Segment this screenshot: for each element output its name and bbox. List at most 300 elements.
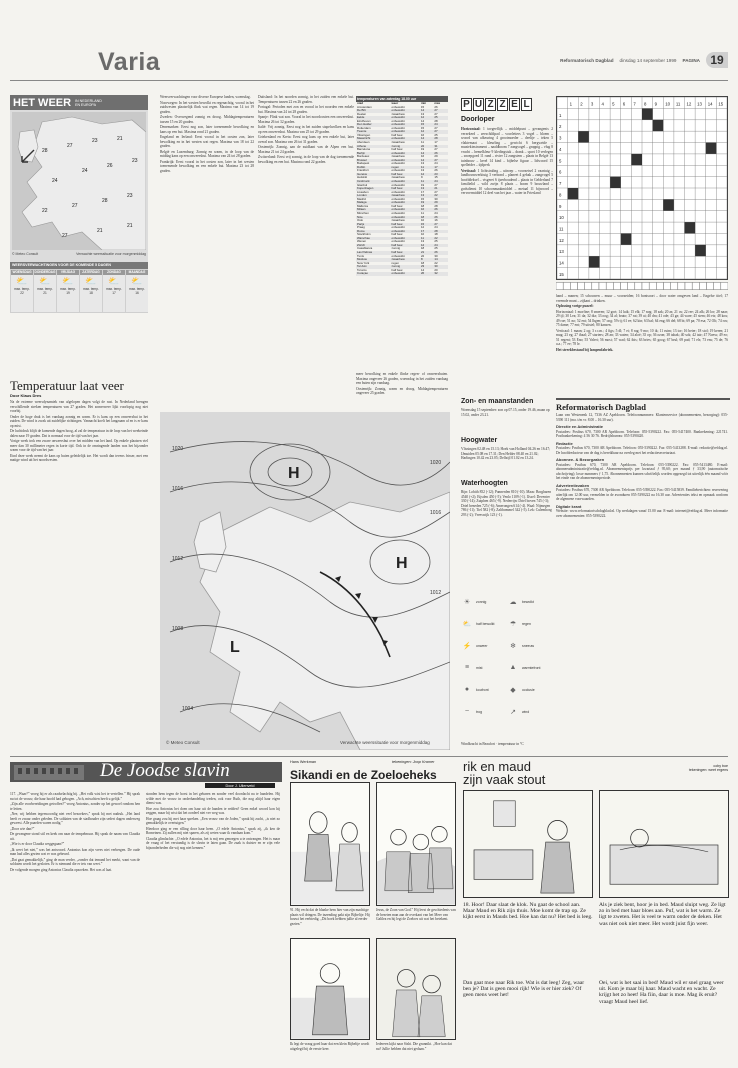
table-cell: 14 <box>420 159 433 163</box>
isobar-label: 1004 <box>182 706 194 712</box>
table-cell: 12 <box>420 130 433 134</box>
map-temperature: 21 <box>117 136 123 142</box>
table-cell: 13 <box>420 161 425 166</box>
legend-label: zonnig <box>476 599 487 604</box>
high-pressure-label: H <box>288 465 300 482</box>
synoptic-land <box>200 492 450 750</box>
grid-column-number: 2 <box>580 101 583 107</box>
table-cell: zwaarbew. <box>391 140 406 145</box>
table-cell: Kopenhagen <box>356 187 391 191</box>
table-cell: 24 <box>434 225 438 230</box>
paragraph: meer bewolking en enkele flinke regen- of onweersbuien. Maxima ongeveer 26 graden, woensdag in het zuiden vandaag een buien zijn vandaag. <box>356 372 448 385</box>
table-cell: 13 <box>420 168 425 173</box>
grid-row-number: 6 <box>558 169 562 175</box>
answer-cell[interactable] <box>707 283 714 290</box>
grid-row-number: 9 <box>558 203 562 209</box>
forecast-day-name: WOENSDAG <box>12 270 32 274</box>
answer-cell[interactable] <box>699 283 706 290</box>
forecast-max-label: max. temp. <box>60 287 76 291</box>
grid-row-number: 1 <box>558 112 562 118</box>
legend-item <box>461 664 482 671</box>
answer-cell[interactable] <box>599 283 606 290</box>
paragraph: De luchtdruk blijft de komende dagen hoog, al zal de temperatuur in de loop van het weekeinde dalen naar 19 graden. Dat is normaal voor de tijd van het jaar. <box>10 429 148 438</box>
answer-cell[interactable] <box>606 283 613 290</box>
table-cell: 12 <box>420 244 433 248</box>
legend-item <box>507 598 534 605</box>
table-cell: 15 <box>420 123 433 127</box>
colophon-paragraph: Postadres: Postbus 670, 7300 AR Apeldoorn. Telefoon: 055-5390222. Fax: 055-5413480. E-mail: abonneeadministratie@refdag.nl. Abonnementsprijs per kwartaal ƒ 95,60; per maand ƒ 33,90 (automatische afschrijving); losse nummers ƒ 1,75. Abonnementen kunnen schriftelijk worden opgezegd tot uiterlijk één maand vóór het einde van de abonnementsperiode. <box>556 462 728 480</box>
weather-title-bar <box>10 95 148 110</box>
table-cell: Parijs <box>356 223 391 227</box>
table-cell: 18 <box>434 232 438 237</box>
table-cell: half bew. <box>391 232 403 237</box>
forecast-day <box>11 270 33 312</box>
header-divider <box>10 80 728 81</box>
hoogwater-text: Vlissingen 02.48 en 15.13; Hoek van Holland 04.26 en 16.47; IJmuiden 05.08 en 17.31; Den Helder 08.40 en 21.02; Harlingen 10.42 en 23.05; Delfzijl 01.02 en 13.24. <box>461 447 551 460</box>
table-cell: zwaarbew. <box>391 111 406 116</box>
paragraph: „Door wie dan?” <box>10 826 35 831</box>
table-cell: Wenen <box>357 239 367 244</box>
table-cell: 18 <box>420 216 433 220</box>
legend-item <box>461 642 487 649</box>
table-cell: onbewolkt <box>391 118 405 123</box>
forecast-max-label: max. temp. <box>129 287 145 291</box>
table-cell: 25 <box>434 246 438 251</box>
table-cell: onbewolkt <box>391 210 405 215</box>
table-cell: 30 <box>434 196 438 201</box>
table-cell: zwaarbew. <box>391 175 406 180</box>
colosseum-icon <box>10 762 90 782</box>
answer-cell[interactable] <box>556 283 563 290</box>
table-cell: onbewolkt <box>391 130 420 134</box>
paragraph: Frankrijk: Eerst vooral in het oosten zon, later in het westen toenemende bewolking en een enkele bui. Maxima 23 tot 28 graden. <box>160 159 254 173</box>
table-cell: onbewolkt <box>391 272 420 276</box>
solution-prize: Het streekbestand bij lampenfabriek. <box>556 347 614 352</box>
grid-row-number: 14 <box>558 260 564 266</box>
paragraph: Engeland en Ierland: Eerst vooral in het oosten zon, later bewolking en in het westen wat regen. Maxima van 18 tot 22 graden. <box>160 135 254 148</box>
legend-symbol-icon: ~ <box>464 708 470 715</box>
colophon-heading: Advertentiezaken <box>556 482 590 488</box>
grid-column-number: 5 <box>612 101 615 107</box>
table-cell: 13 <box>420 111 425 116</box>
rik-author-block <box>680 764 728 772</box>
paragraph: Weersverwachtingen voor diverse Europese landen, woensdag. <box>160 95 251 99</box>
rik-comic-title <box>463 760 545 786</box>
lower-clues: hand – manen; 15 schouwen – muur – voorzeiden; 16 bontsoort – door water omgeven land – Engelse titel; 17 vreemde munt – zijkant – drinken. <box>556 294 728 303</box>
answer-cell[interactable] <box>656 283 663 290</box>
grid-black-cell <box>568 188 579 199</box>
answer-cell[interactable] <box>613 283 620 290</box>
table-cell: onbewolkt <box>391 159 420 163</box>
paragraph: Na de extreme weersdynamiek van afgelopen dagen volgt de rust. In Nederland brengen verschillende streken temperaturen van 27 graden. Het zomerweer lijkt voorlopig nog niet voorbij. <box>10 400 148 413</box>
legend-symbol-icon: ☂ <box>509 620 517 628</box>
table-cell: 24 <box>433 180 448 184</box>
table-cell: onbewolkt <box>391 161 405 166</box>
table-cell: zwaarbew. <box>391 154 406 159</box>
grid-black-cell <box>621 233 632 244</box>
table-cell: 15 <box>420 223 433 227</box>
table-cell: 16 <box>420 154 425 159</box>
colophon-heading: Abonnee- & Bezorgzaken <box>556 457 605 462</box>
table-cell: zwaarbew. <box>391 218 406 223</box>
table-cell: 32 <box>433 272 448 276</box>
comic-caption-2: Jezus, de Zoon van God.” Hij leest de geschiedenis van de bezeten man aan de overkant van het Meer van Galilea en hij legt de Zoeloes uit wat het betekent. <box>376 908 456 921</box>
clues-vertical-head: Verticaal: <box>461 168 477 173</box>
table-cell: 26 <box>433 251 448 255</box>
sun-cloud-icon: ⛅ <box>16 276 28 286</box>
legend-label: regen <box>522 621 531 626</box>
puzzle-logo-letter: Z <box>485 98 496 111</box>
high-pressure-label-2: H <box>396 555 408 572</box>
colophon-paragraph: Website: www.reformatorischdagblad.nl. Op werkdagen vanaf 15.00 uur. E-mail: internet@refdag.nl. Meer informatie over abonnementen: 055-5390222. <box>556 509 728 518</box>
puzzle-logo-letter: U <box>474 99 483 110</box>
map-temperature: 28 <box>42 148 48 154</box>
colophon-heading: Directie en Administratie <box>556 424 603 429</box>
isobar-label: 1012 <box>430 590 442 596</box>
legend-symbol-icon: ◆ <box>510 686 516 694</box>
grid-row-number: 4 <box>558 146 562 152</box>
paper-name: Reformatorisch Dagblad <box>560 57 614 63</box>
paragraph: Hierdoor ging er een rilling door haar heen. „O edele Antonius,” sprak zij, „ik ken de Romeinen. Zij zullen mij niet sparen, als zij weten waar ik vandaan kom.” <box>146 826 280 835</box>
rik-panel-2 <box>599 790 729 898</box>
weather-subtitle <box>75 99 102 107</box>
map-temperature: 27 <box>62 233 68 239</box>
table-cell: 24 <box>434 161 438 166</box>
table-cell: 10 <box>420 218 425 223</box>
forecast-max-label: max. temp. <box>83 287 99 291</box>
table-cell: 26 <box>433 208 448 212</box>
puzzle-logo <box>461 98 532 111</box>
table-cell: 21 <box>433 187 448 191</box>
puzzle-logo-letter: L <box>521 98 532 111</box>
answer-cell[interactable] <box>664 283 671 290</box>
table-cell: 15 <box>420 196 425 201</box>
table-cell: onbewolkt <box>391 152 420 156</box>
answer-cell[interactable] <box>685 283 692 290</box>
table-cell: Zürich <box>356 244 391 248</box>
grid-column-number: 6 <box>622 101 626 107</box>
rik-caption-4: Oei, wat is het saai in bed! Maud wil er snel graag weer uit. Kom je maar bij haar. Maud wacht en wacht. Ze krijgt het zo heet! Ha fiin, daar is moe. Mag ik eruit? vraagt Maud heel lief. <box>599 980 724 1005</box>
grid-black-cell <box>642 108 653 119</box>
colophon-heading: Redactie <box>556 440 573 446</box>
grid-black-cell <box>706 143 717 154</box>
answer-cell[interactable] <box>678 283 685 290</box>
table-cell: 28 <box>433 137 448 141</box>
table-cell: 27 <box>433 109 448 113</box>
table-cell: 29 <box>433 201 448 205</box>
answer-cell[interactable] <box>671 283 678 290</box>
table-cell: 24 <box>433 123 448 127</box>
table-cell: 30 <box>434 253 438 258</box>
weather-legend <box>461 598 553 748</box>
grid-row-number: 11 <box>558 226 564 232</box>
table-cell: Barcelona <box>357 147 371 152</box>
paragraph: België en Luxemburg: Zonnig en warm, in de loop van de middag kans op een onweersbui. Maxima van 24 tot 28 graden. <box>160 149 254 158</box>
table-cell: Vlissingen <box>357 132 371 137</box>
answer-cell[interactable] <box>649 283 656 290</box>
answer-cell[interactable] <box>628 283 635 290</box>
paragraph: Noorwegen: In het westen bewolkt en regenachtig, vooral in het zuidwesten plaatselijk flink wat regen. Maxima van 14 tot 19 graden. <box>160 100 254 114</box>
table-cell: Lissabon <box>357 189 369 194</box>
table-cell: 12 <box>420 225 425 230</box>
table-cell: 12 <box>420 173 433 177</box>
masthead <box>560 52 728 68</box>
table-cell: Deelen <box>357 111 367 116</box>
table-cell: Oslo <box>357 218 363 223</box>
forecast-max-value: 22 <box>20 291 24 295</box>
table-cell: half bew. <box>391 244 420 248</box>
paragraph: Zweden: Overwegend zonnig en droog. Middagtemperaturen tussen 15 en 20 graden. <box>160 115 254 124</box>
forecast-max-label: max. temp. <box>14 287 30 291</box>
table-cell: Londen <box>356 194 391 198</box>
table-cell: Den Helder <box>356 123 391 127</box>
colophon-title: Reformatorisch Dagblad <box>556 402 646 412</box>
isobar-label: 1020 <box>172 446 184 452</box>
temperature-table <box>356 96 448 276</box>
answer-cell[interactable] <box>578 283 585 290</box>
grid-column-number: 7 <box>633 101 636 107</box>
table-cell: Rome <box>356 230 391 234</box>
table-cell: Nice <box>356 216 391 220</box>
paragraph: Spanje: Flink wat zon. Vooral in het noordoosten een onweersbui. Maxima 26 tot 32 graden. <box>258 115 354 124</box>
table-cell: 19 <box>420 201 433 205</box>
sun-cloud-icon: ⛅ <box>62 276 74 286</box>
grid-row-number: 7 <box>558 181 562 187</box>
grid-column-number: 13 <box>697 101 702 107</box>
grid-black-cell <box>578 131 589 142</box>
map-temperature: 22 <box>42 208 48 214</box>
answer-cell[interactable] <box>592 283 599 290</box>
legend-item <box>507 664 540 671</box>
table-cell: 27 <box>434 111 438 116</box>
paragraph: De gevangene stond stil en keek om naar de tempelmuur. Hij sprak de naam van Claudia uit. <box>10 832 140 841</box>
legend-item <box>461 686 489 693</box>
forecast-day <box>126 270 148 312</box>
map-temperature: 27 <box>67 143 73 149</box>
comic-panel-1 <box>290 782 370 906</box>
table-cell: 14 <box>420 152 433 156</box>
table-cell: Warschau <box>356 237 391 241</box>
comic-title: Sikandi en de Zoeloeheks <box>290 768 437 782</box>
forecast-max-value: 17 <box>112 291 116 295</box>
grid-row-number: 13 <box>558 249 564 255</box>
paragraph: Zwitserland: Eerst vrij zonnig, in de loop van de dag toenemende bewolking en een bui. Maxima rond 22 graden. <box>258 155 354 164</box>
legend-item <box>507 620 531 627</box>
table-cell: half bew. <box>391 267 403 272</box>
table-cell: 24 <box>433 244 448 248</box>
zon-maan-title: Zon- en maanstanden <box>461 398 534 405</box>
table-cell: 18 <box>420 203 425 208</box>
colophon-paragraph: Postadres: Postbus 670, 7300 AR Apeldoorn. Telefoon: 055-5390222. Fax: 055-5413288. E-mail: redactie@refdag.nl. De hoofdredacteur van de dag is bereikbaar na overleg met het redactiesecretariaat. <box>556 446 728 455</box>
table-cell: 28 <box>433 230 448 234</box>
grid-row-number: 5 <box>558 158 562 164</box>
table-cell: 22 <box>433 237 448 241</box>
map-temperature: 21 <box>97 228 103 234</box>
table-cell: München <box>357 210 369 215</box>
map-caption <box>12 252 146 256</box>
article-author: Door Klaus Dres <box>10 393 42 398</box>
table-cell: onbewolkt <box>391 125 405 130</box>
table-cell: 20 <box>434 267 438 272</box>
map-temperature: 23 <box>92 138 98 144</box>
grid-column-number: 15 <box>718 101 724 107</box>
legend-label: onweer <box>476 643 488 648</box>
table-cell: 11 <box>420 140 424 145</box>
table-cell: 31 <box>433 145 448 149</box>
table-cell: onbewolkt <box>391 196 405 201</box>
table-cell: half bew. <box>391 173 420 177</box>
table-cell: zwaarbew. <box>391 258 420 262</box>
table-cell: 16 <box>420 132 425 137</box>
table-cell: Athene <box>356 145 391 149</box>
table-cell: 26 <box>434 168 438 173</box>
comic-illustrator: tekeningen: Joop Kramer <box>392 760 435 764</box>
table-cell: onbewolkt <box>391 180 420 184</box>
table-cell: Innsbruck <box>356 180 391 184</box>
grid-row-number: 10 <box>558 215 564 221</box>
comic-caption-1: 91. Hij vecht dat de blanke hem hier van zijn machtige plaats wil dringen. De inzending pakt zijn Bijbeltje. Hij bouwt het eerbiedig. „Dit boek hebben jullie al eerder gezien.” <box>290 908 370 926</box>
map-temperature: 23 <box>127 193 133 199</box>
answer-cell[interactable] <box>621 283 628 290</box>
table-cell: 14 <box>420 118 425 123</box>
forecast-max-value: 19 <box>66 291 70 295</box>
table-cell: 23 <box>420 265 433 269</box>
table-cell: Moskou <box>356 258 391 262</box>
temperature-table-title: temperaturen van zaterdag 18.00 uur <box>356 96 448 102</box>
table-cell: Maastricht <box>356 137 391 141</box>
legend-symbol-icon: ☀ <box>463 598 471 606</box>
table-cell: 15 <box>420 125 425 130</box>
section-title: Varia <box>98 48 161 76</box>
comic-caption-3: Ik legt de vraag goed haar dat een klein Bijbeltje wordt uitgelegd bij de eerste keer. <box>290 1042 370 1051</box>
colophon-paragraph: Postadres: Postbus 670, 7300 AR Apeldoorn. Telefoon: 055-5390222. Fax: 055-5417400. Bankrekening: 221741. Postbankrekening: 4 56 30 76. Bedrijfsbureau: 055-5390420. <box>556 429 728 438</box>
forecast-day-name: DONDERDAG <box>34 270 56 274</box>
table-cell: 27 <box>433 159 448 163</box>
map-temperature: 27 <box>72 203 78 209</box>
table-cell: 15 <box>420 104 425 109</box>
table-cell: De Bilt <box>356 109 391 113</box>
answer-cell[interactable] <box>570 283 577 290</box>
table-cell: 26 <box>433 152 448 156</box>
sun-cloud-icon: ⛅ <box>108 276 120 286</box>
table-cell: onbewolkt <box>391 201 420 205</box>
map-caption-left: © Meteo Consult <box>12 252 39 256</box>
sun-cloud-icon: ⛅ <box>39 276 51 286</box>
table-cell: 26 <box>420 272 433 276</box>
rik-caption-2: Als je ziek bent, hoor je in bed. Maud sluipt weg. Ze ligt zo in bed met haar bloes aan. Puf, wat is het warm. Ze ligt te zweten. Het is veel te warm onder de deken. Het was niet ook niet meer. Het wordt juist fijn weer. <box>599 902 726 927</box>
answer-cell[interactable] <box>585 283 592 290</box>
table-cell: half bew. <box>391 187 420 191</box>
table-cell: Dublin <box>356 166 391 170</box>
crossword-answer-row[interactable] <box>556 282 728 290</box>
paragraph: „Dat gaat gemakkelijk,” ging de man verder, „zonder dat iemand het merkt, want van de soldaten wordt het gesloten. Er is niemand die er iets van weet.” <box>10 857 140 866</box>
answer-cell[interactable] <box>714 283 721 290</box>
isobar-label: 1016 <box>430 510 442 516</box>
answer-cell[interactable] <box>635 283 642 290</box>
table-cell: Amsterdam <box>357 104 372 109</box>
table-cell: onbewolkt <box>391 208 420 212</box>
table-cell: Budapest <box>357 161 370 166</box>
sun-cloud-icon: ⛅ <box>85 276 97 286</box>
colophon-heading: Digitale krant <box>556 503 582 509</box>
table-cell: Genève <box>356 173 391 177</box>
grid-black-cell <box>631 154 642 165</box>
table-cell: 27 <box>434 182 438 187</box>
crossword-grid[interactable] <box>556 96 728 280</box>
puzzle-solution <box>556 294 728 394</box>
table-cell: 17 <box>434 140 438 145</box>
waterhoogten-text: Rijn: Lobith 852 (-12); Pannerden 810 (-10). Maas: Borgharen 4540 (+2); Eijsden 450 (-5); Venlo 1109 (-1). IJssel: Deventer 330 (-14); Zutphen 465 (-9). Nederrijn: Driel boven 745 (-3); Driel beneden 725 (-6); Amerongen 614 (-4). Waal: Nijmegen 786 (-11); Tiel 582 (-8); Zaltbommel 342 (-5). Lek: Culemborg 293 (-2); Vreeswijk 123 (-1). <box>461 490 552 517</box>
serial-text-2 <box>146 792 280 1057</box>
rik-caption-3: Dan gaat moe naar Rik toe. Wat is dat leeg! Zeg, waar ben je? Dat is geen mooi rijk! Wie is er hier ziek? Of geen mens weet het! <box>463 980 585 999</box>
table-header-cell: stad <box>357 101 363 105</box>
table-cell: 12 <box>420 116 433 120</box>
legend-label: trog <box>476 709 483 714</box>
table-cell: Stockholm <box>357 232 371 237</box>
paragraph: 117. „Waar?” vroeg hij er als raadselachtig bij. „Het volk wist het te vertellen.” Hij sprak nu tot de vrouw, die haar hoofd had gebogen. „Ach, misschien heeft u gelijk.” <box>10 792 140 801</box>
table-cell: 25 <box>434 239 438 244</box>
table-cell: 26 <box>434 104 438 109</box>
table-cell: Milaan <box>356 208 391 212</box>
hoogwater-title: Hoogwater <box>461 437 498 444</box>
table-cell: onbewolkt <box>391 189 405 194</box>
answer-cell[interactable] <box>563 283 570 290</box>
table-cell: Eindhoven <box>357 118 371 123</box>
serial-byline: Door J. Uilenveld <box>205 783 275 788</box>
rik-title-line-1: rik en maud <box>463 759 531 774</box>
table-cell: Tel Aviv <box>356 265 391 269</box>
forecast-title: WEERSVERWACHTINGEN VOOR DE KOMENDE 5 DAGEN <box>10 262 148 269</box>
answer-cell[interactable] <box>721 283 728 290</box>
table-cell: 13 <box>420 187 433 191</box>
forecast-day <box>34 270 56 312</box>
answer-cell[interactable] <box>642 283 649 290</box>
isobar-label: 1016 <box>172 486 184 492</box>
table-cell: onbewolkt <box>391 230 420 234</box>
table-cell: Praag <box>357 225 365 230</box>
rik-caption-1: 18. Hoor! Daar slaat de klok. Nu gaat de school aan. Maar Maud en Rik zijn thuis. Moe komt de trap op. Ze kijkt eerst in Mauds bed. Hoe kan dat nu? Het bed is leeg. <box>463 902 593 921</box>
table-cell: New York <box>357 260 370 265</box>
article-headline: Temperatuur laat veer <box>10 378 124 393</box>
page-number: 19 <box>706 52 728 68</box>
map-temperature: 24 <box>52 178 58 184</box>
forecast-max-label: max. temp. <box>37 287 53 291</box>
clues-horizontal-head: Horizontaal: <box>461 127 481 131</box>
colophon-paragraph: Laan van Westenenk 12, 7336 AZ Apeldoorn. Telefoonnummers: Klantenservice (abonnementen, bezorging): 055-5390 111 (ma. t/m vr. 8.00 – 16.30 uur). <box>556 413 728 422</box>
grid-column-number: 3 <box>590 101 594 107</box>
rik-title-line-2: zijn vaak stout <box>463 772 546 787</box>
table-cell: onbewolkt <box>391 216 420 220</box>
weather-subtitle-1: IN NEDERLAND <box>75 98 102 103</box>
table-cell: 29 <box>434 154 438 159</box>
table-cell: Tunis <box>357 253 364 258</box>
isobar-label: 1008 <box>172 626 184 632</box>
zon-maan-text: Woensdag 15 september: zon op 07.15, onder 19.46, maan op 15.02, onder 23.21. <box>461 408 550 417</box>
forecast-max-value: 16 <box>135 291 139 295</box>
legend-symbol-icon: ≡ <box>464 664 470 671</box>
table-cell: half bew. <box>391 147 403 152</box>
table-cell: 17 <box>420 230 433 234</box>
answer-cell[interactable] <box>692 283 699 290</box>
table-cell: onbewolkt <box>391 104 405 109</box>
clues-horizontal: 1 toegeeflijk – middelpunt – gevangenis 2 verzekerd – zeeschildpad – voorletters 3 vogel – bloem – woord van afkeuring 4 grootmoeder – deeltje – teken 5 vlaktemaat – kleurling – gewicht 6 bergweide – muziekinstrument – naaldboom 7 zangvogel – grappig – vlug 8 vrucht – hemelkleur 9 kledingstuk – drank – sport 10 verlegen – snoepgoed 11 rund – rivier 12 zangstem – plaats in België 13 tuinbouw – kerel 14 kind – bijbelse figuur – lidwoord 15 spelleider – tijdperk <box>461 127 553 167</box>
forecast-day-name: VRIJDAG <box>57 270 79 275</box>
table-cell: onbewolkt <box>391 137 420 141</box>
map-temperature: 21 <box>127 223 133 229</box>
grid-black-cell <box>589 256 600 267</box>
weather-forecast-text-1 <box>160 95 254 313</box>
map-temperature: 23 <box>132 158 138 164</box>
